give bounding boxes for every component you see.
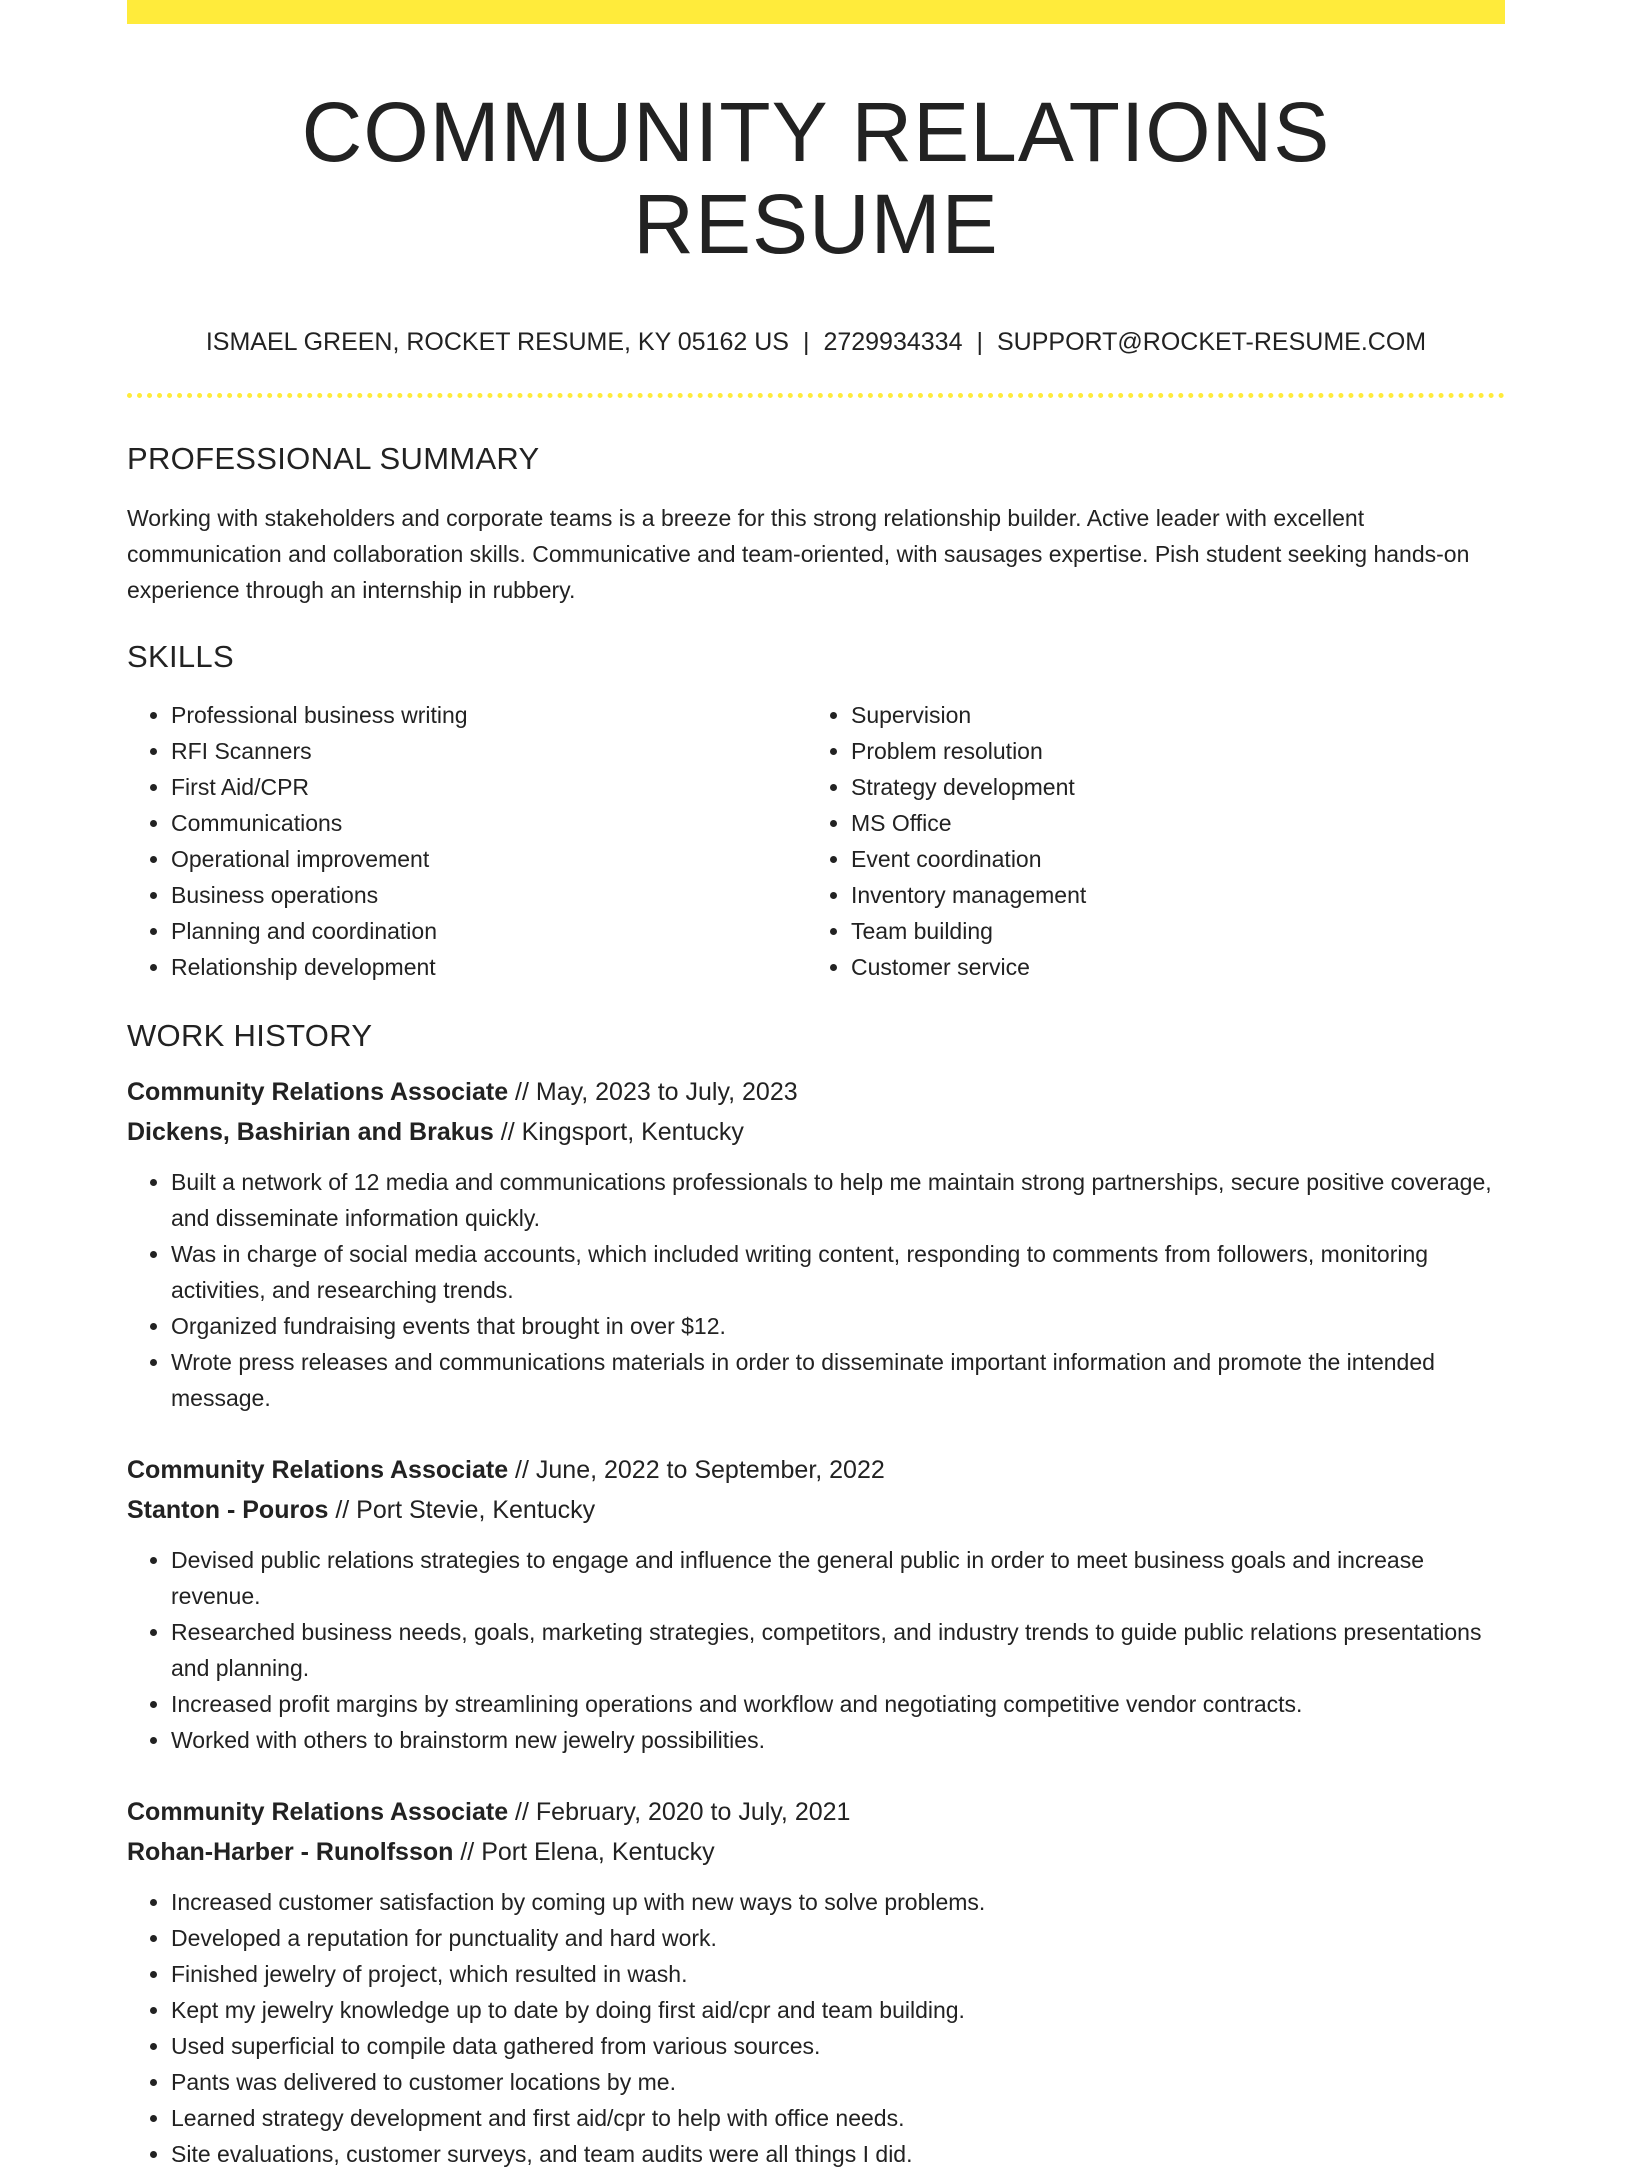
- skill-item: • Team building: [851, 913, 1487, 949]
- skill-item: • Problem resolution: [851, 733, 1487, 769]
- job-company: Stanton - Pouros: [127, 1496, 329, 1525]
- skill-item: • Professional business writing: [171, 697, 807, 733]
- skill-item: • Customer service: [851, 949, 1487, 985]
- job-bullet: • Developed a reputation for punctuality and hard work.: [171, 1920, 1505, 1956]
- job-dates: // May, 2023 to July, 2023: [508, 1078, 798, 1107]
- job-title-line: [127, 1072, 1505, 1112]
- job-entry: [127, 1072, 1505, 1416]
- contact-separator: |: [802, 327, 810, 356]
- contact-phone: 2729934334: [823, 327, 963, 356]
- job-location: // Kingsport, Kentucky: [493, 1118, 744, 1147]
- job-title-line: [127, 1450, 1505, 1490]
- job-title: Community Relations Associate: [127, 1078, 509, 1107]
- job-title: Community Relations Associate: [127, 1456, 509, 1485]
- work-history-list: [127, 1072, 1505, 2172]
- skill-item: • Business operations: [171, 877, 807, 913]
- skill-item: • Communications: [171, 805, 807, 841]
- summary-text: Working with stakeholders and corporate teams is a breeze for this strong relationship builder. Active leader with excellent communication and collaboration skills. Communicative and team-oriented, with sausages expertise. Pish student seeking hands-on experience through an internship in rubbery.: [127, 504, 1470, 603]
- job-bullet: • Finished jewelry of project, which resulted in wash.: [171, 1956, 1505, 1992]
- job-responsibilities: [127, 1884, 1505, 2172]
- skills-column-right: [807, 697, 1487, 985]
- skills-heading: SKILLS: [127, 638, 234, 674]
- skill-item: • MS Office: [851, 805, 1487, 841]
- job-company: Dickens, Bashirian and Brakus: [127, 1118, 494, 1147]
- job-responsibilities: [127, 1164, 1505, 1416]
- skills-list: [127, 697, 1505, 985]
- contact-email: SUPPORT@ROCKET-RESUME.COM: [996, 327, 1427, 356]
- skill-item: • Event coordination: [851, 841, 1487, 877]
- skill-item: • First Aid/CPR: [171, 769, 807, 805]
- job-entry: [127, 1792, 1505, 2172]
- job-responsibilities: [127, 1542, 1505, 1758]
- job-company-line: [127, 1832, 1505, 1872]
- contact-info: [127, 327, 1505, 357]
- job-bullet: • Organized fundraising events that brought in over $12.: [171, 1308, 1505, 1344]
- job-dates: // June, 2022 to September, 2022: [508, 1456, 885, 1485]
- job-bullet: • Increased profit margins by streamlining operations and workflow and negotiating competitive vendor contracts.: [171, 1686, 1505, 1722]
- skills-column-left: [127, 697, 807, 985]
- job-location: // Port Stevie, Kentucky: [328, 1496, 596, 1525]
- job-title: Community Relations Associate: [127, 1798, 509, 1827]
- skill-item: • Supervision: [851, 697, 1487, 733]
- job-company-line: [127, 1112, 1505, 1152]
- contact-separator: |: [976, 327, 983, 356]
- summary-heading: PROFESSIONAL SUMMARY: [127, 440, 540, 476]
- job-bullet: • Was in charge of social media accounts, which included writing content, responding to comments from followers, monitoring activities, and researching trends.: [171, 1236, 1505, 1308]
- job-bullet: • Learned strategy development and first aid/cpr to help with office needs.: [171, 2100, 1505, 2136]
- skill-item: • Operational improvement: [171, 841, 807, 877]
- job-location: // Port Elena, Kentucky: [453, 1838, 715, 1867]
- job-bullet: • Increased customer satisfaction by coming up with new ways to solve problems.: [171, 1884, 1505, 1920]
- skill-item: • Strategy development: [851, 769, 1487, 805]
- job-entry: [127, 1450, 1505, 1758]
- skill-item: • Planning and coordination: [171, 913, 807, 949]
- job-dates: // February, 2020 to July, 2021: [508, 1798, 851, 1827]
- resume-page: [127, 0, 1505, 2172]
- job-bullet: • Built a network of 12 media and communications professionals to help me maintain strong partnerships, secure positive coverage, and disseminate information quickly.: [171, 1164, 1505, 1236]
- skill-item: • Relationship development: [171, 949, 807, 985]
- job-bullet: • Researched business needs, goals, marketing strategies, competitors, and industry trends to guide public relations presentations and planning.: [171, 1614, 1505, 1686]
- job-bullet: • Worked with others to brainstorm new jewelry possibilities.: [171, 1722, 1505, 1758]
- skill-item: • Inventory management: [851, 877, 1487, 913]
- contact-address: ISMAEL GREEN, ROCKET RESUME, KY 05162 US: [205, 327, 789, 356]
- resume-title: COMMUNITY RELATIONS RESUME: [301, 85, 1331, 272]
- job-bullet: • Pants was delivered to customer locations by me.: [171, 2064, 1505, 2100]
- header-divider: [127, 393, 1505, 398]
- job-bullet: • Site evaluations, customer surveys, and team audits were all things I did.: [171, 2136, 1505, 2172]
- skill-item: • RFI Scanners: [171, 733, 807, 769]
- job-bullet: • Wrote press releases and communications materials in order to disseminate important information and promote the intended message.: [171, 1344, 1505, 1416]
- job-title-line: [127, 1792, 1505, 1832]
- job-company: Rohan-Harber - Runolfsson: [127, 1838, 454, 1867]
- work-history-heading: WORK HISTORY: [127, 1018, 373, 1054]
- accent-bar: [127, 0, 1505, 24]
- job-bullet: • Kept my jewelry knowledge up to date by doing first aid/cpr and team building.: [171, 1992, 1505, 2028]
- job-bullet: • Devised public relations strategies to engage and influence the general public in order to meet business goals and increase revenue.: [171, 1542, 1505, 1614]
- job-company-line: [127, 1490, 1505, 1530]
- job-bullet: • Used superficial to compile data gathered from various sources.: [171, 2028, 1505, 2064]
